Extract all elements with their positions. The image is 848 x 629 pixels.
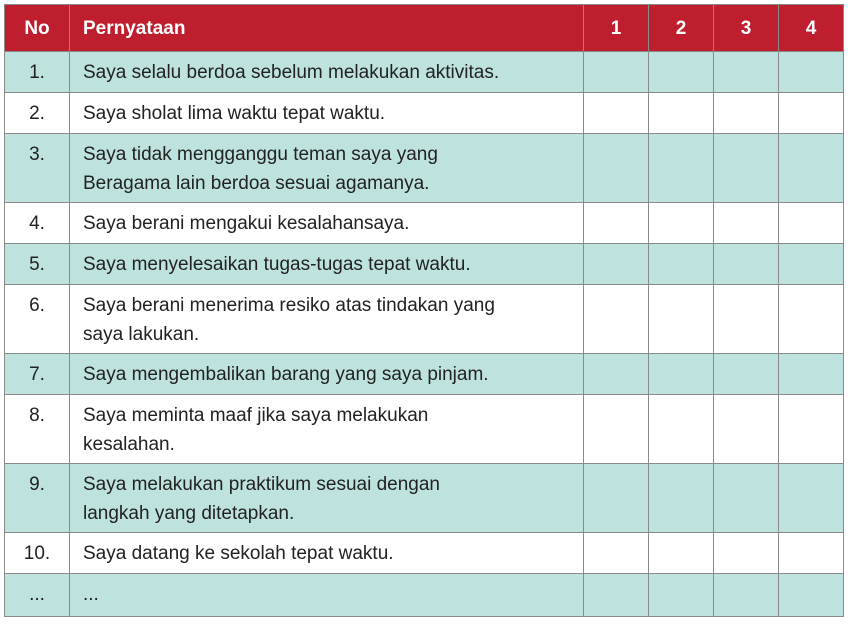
score-cell-3[interactable]	[714, 354, 779, 395]
statement-cell	[70, 134, 584, 203]
statement-cell	[70, 464, 584, 533]
score-cell-1[interactable]	[584, 354, 649, 395]
statement-cell	[70, 285, 584, 354]
score-cell-4[interactable]	[779, 395, 844, 464]
statement-line: Saya tidak mengganggu teman saya yang	[83, 144, 438, 165]
table-row	[5, 134, 844, 203]
table-row	[5, 52, 844, 93]
statement-line: Saya datang ke sekolah tepat waktu.	[83, 543, 394, 564]
score-cell-4[interactable]	[779, 203, 844, 244]
statement-cell	[70, 395, 584, 464]
table-row	[5, 574, 844, 617]
score-cell-2[interactable]	[649, 244, 714, 285]
row-number: 6.	[5, 285, 70, 354]
header-score-2: 2	[649, 5, 714, 52]
score-cell-4[interactable]	[779, 533, 844, 574]
statement-line: Saya menyelesaikan tugas-tugas tepat waktu.	[83, 254, 471, 275]
statement-line: ...	[83, 584, 99, 605]
score-cell-3[interactable]	[714, 533, 779, 574]
statement-cell	[70, 52, 584, 93]
score-cell-1[interactable]	[584, 464, 649, 533]
statement-line: Saya berani mengakui kesalahansaya.	[83, 213, 410, 234]
score-cell-2[interactable]	[649, 134, 714, 203]
score-cell-4[interactable]	[779, 52, 844, 93]
score-cell-2[interactable]	[649, 52, 714, 93]
statement-cell	[70, 93, 584, 134]
statement-line: saya lakukan.	[83, 324, 200, 345]
score-cell-3[interactable]	[714, 574, 779, 617]
table-row	[5, 464, 844, 533]
row-number: ...	[5, 574, 70, 617]
score-cell-1[interactable]	[584, 574, 649, 617]
score-cell-2[interactable]	[649, 464, 714, 533]
score-cell-2[interactable]	[649, 285, 714, 354]
score-cell-4[interactable]	[779, 285, 844, 354]
score-cell-4[interactable]	[779, 574, 844, 617]
statement-line: Saya meminta maaf jika saya melakukan	[83, 405, 429, 426]
row-number: 9.	[5, 464, 70, 533]
row-number: 7.	[5, 354, 70, 395]
table-row	[5, 533, 844, 574]
score-cell-2[interactable]	[649, 574, 714, 617]
statement-line: Saya berani menerima resiko atas tindakan yang	[83, 295, 495, 316]
score-cell-4[interactable]	[779, 354, 844, 395]
row-number: 8.	[5, 395, 70, 464]
score-cell-2[interactable]	[649, 354, 714, 395]
row-number: 3.	[5, 134, 70, 203]
statement-line: kesalahan.	[83, 434, 175, 455]
score-cell-1[interactable]	[584, 52, 649, 93]
table-row	[5, 93, 844, 134]
row-number: 2.	[5, 93, 70, 134]
statement-line: Saya sholat lima waktu tepat waktu.	[83, 103, 386, 124]
statement-cell	[70, 533, 584, 574]
score-cell-1[interactable]	[584, 203, 649, 244]
score-cell-1[interactable]	[584, 395, 649, 464]
row-number: 5.	[5, 244, 70, 285]
header-statement: Pernyataan	[70, 5, 584, 52]
score-cell-1[interactable]	[584, 93, 649, 134]
score-cell-4[interactable]	[779, 244, 844, 285]
row-number: 4.	[5, 203, 70, 244]
statement-cell	[70, 244, 584, 285]
header-row	[5, 5, 844, 52]
statement-cell	[70, 354, 584, 395]
score-cell-1[interactable]	[584, 285, 649, 354]
score-cell-3[interactable]	[714, 203, 779, 244]
score-cell-2[interactable]	[649, 395, 714, 464]
header-score-4: 4	[779, 5, 844, 52]
statement-line: Beragama lain berdoa sesuai agamanya.	[83, 173, 430, 194]
score-cell-1[interactable]	[584, 244, 649, 285]
table-row	[5, 244, 844, 285]
table-row	[5, 395, 844, 464]
table-row	[5, 203, 844, 244]
score-cell-3[interactable]	[714, 244, 779, 285]
score-cell-3[interactable]	[714, 285, 779, 354]
statement-line: langkah yang ditetapkan.	[83, 503, 295, 524]
survey-table	[4, 4, 844, 617]
score-cell-3[interactable]	[714, 52, 779, 93]
table-row	[5, 285, 844, 354]
score-cell-3[interactable]	[714, 93, 779, 134]
statement-line: Saya mengembalikan barang yang saya pinjam.	[83, 364, 489, 385]
score-cell-3[interactable]	[714, 464, 779, 533]
row-number: 1.	[5, 52, 70, 93]
table-body	[5, 52, 844, 617]
score-cell-3[interactable]	[714, 395, 779, 464]
score-cell-2[interactable]	[649, 533, 714, 574]
score-cell-2[interactable]	[649, 93, 714, 134]
score-cell-1[interactable]	[584, 533, 649, 574]
header-score-3: 3	[714, 5, 779, 52]
statement-line: Saya melakukan praktikum sesuai dengan	[83, 474, 440, 495]
statement-cell	[70, 574, 584, 617]
score-cell-1[interactable]	[584, 134, 649, 203]
score-cell-2[interactable]	[649, 203, 714, 244]
score-cell-4[interactable]	[779, 464, 844, 533]
header-score-1: 1	[584, 5, 649, 52]
statement-cell	[70, 203, 584, 244]
score-cell-4[interactable]	[779, 93, 844, 134]
score-cell-4[interactable]	[779, 134, 844, 203]
row-number: 10.	[5, 533, 70, 574]
score-cell-3[interactable]	[714, 134, 779, 203]
header-no: No	[5, 5, 70, 52]
table-row	[5, 354, 844, 395]
statement-line: Saya selalu berdoa sebelum melakukan aktivitas.	[83, 62, 500, 83]
